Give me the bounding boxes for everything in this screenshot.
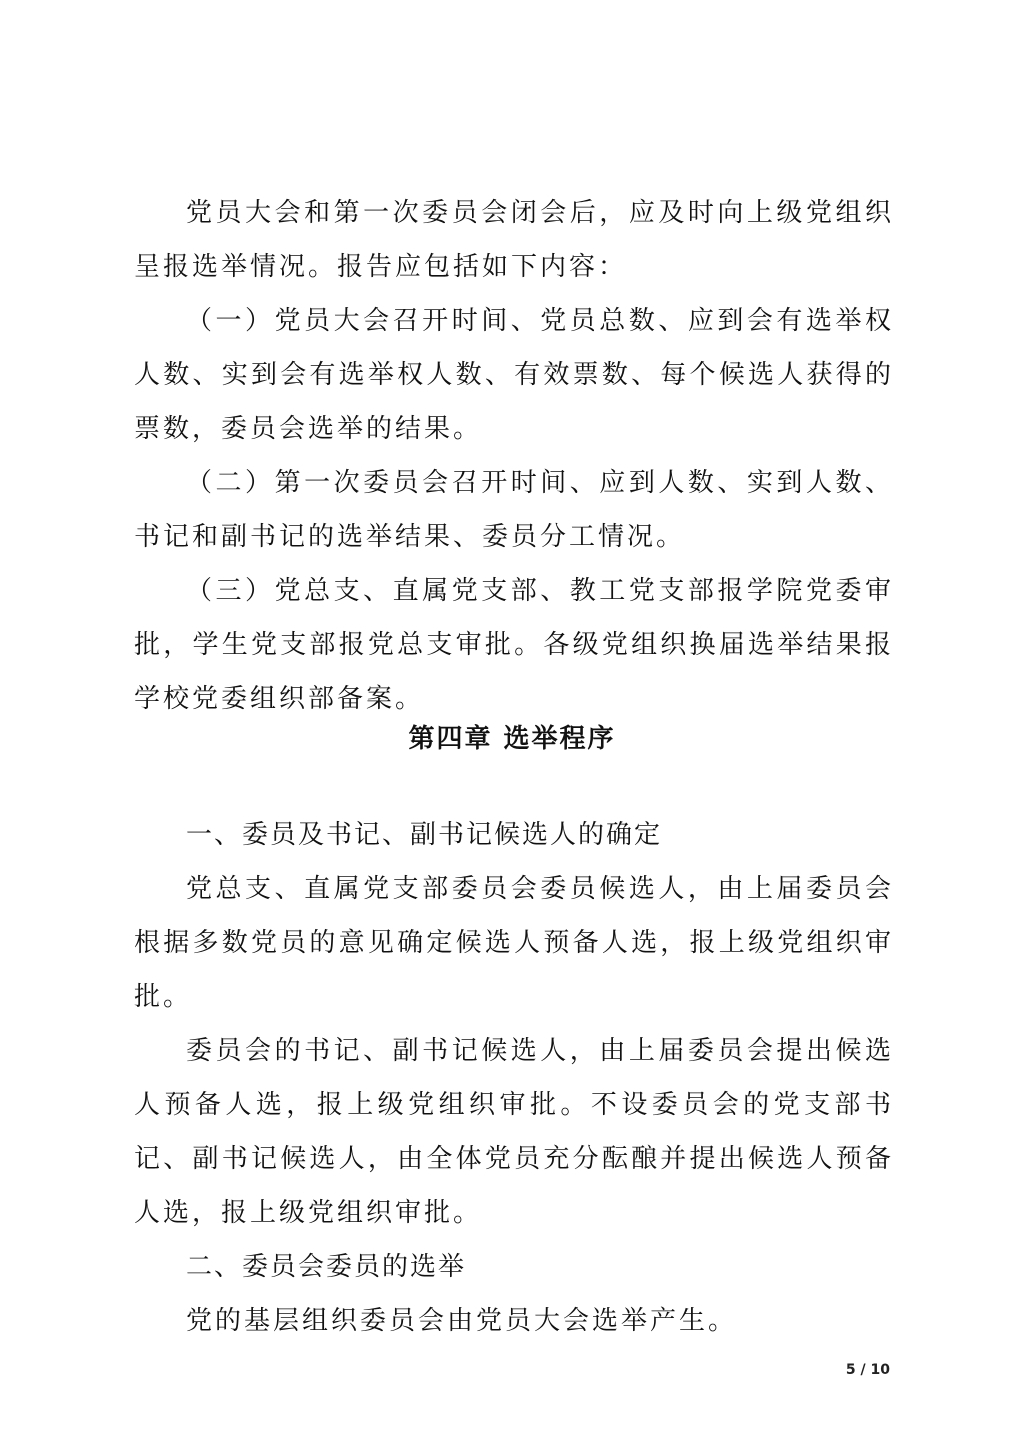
section-one-block	[134, 808, 894, 1348]
paragraph-item-two: （二）第一次委员会召开时间、应到人数、实到人数、书记和副书记的选举结果、委员分工情况。	[134, 468, 894, 552]
paragraph-item-one: （一）党员大会召开时间、党员总数、应到会有选举权人数、实到会有选举权人数、有效票数、每个候选人获得的票数，委员会选举的结果。	[134, 306, 894, 444]
chapter-title: 第四章 选举程序	[408, 724, 616, 754]
paragraph-item-three: （三）党总支、直属党支部、教工党支部报学院党委审批，学生党支部报党总支审批。各级党组织换届选举结果报学校党委组织部备案。	[134, 576, 894, 714]
paragraph-election: 党的基层组织委员会由党员大会选举产生。	[186, 1306, 738, 1336]
intro-block	[134, 186, 894, 726]
paragraph-report-requirement: 党员大会和第一次委员会闭会后，应及时向上级党组织呈报选举情况。报告应包括如下内容：	[134, 198, 894, 282]
paragraph-committee-candidates: 党总支、直属党支部委员会委员候选人，由上届委员会根据多数党员的意见确定候选人预备人选，报上级党组织审批。	[134, 874, 894, 1012]
paragraph-secretary-candidates: 委员会的书记、副书记候选人，由上届委员会提出候选人预备人选，报上级党组织审批。不设委员会的党支部书记、副书记候选人，由全体党员充分酝酿并提出候选人预备人选，报上级党组织审批。	[134, 1036, 894, 1228]
page-number: 5 / 10	[845, 1362, 890, 1378]
section-heading-candidates: 一、委员及书记、副书记候选人的确定	[186, 820, 663, 850]
section-heading-election: 二、委员会委员的选举	[186, 1252, 467, 1282]
